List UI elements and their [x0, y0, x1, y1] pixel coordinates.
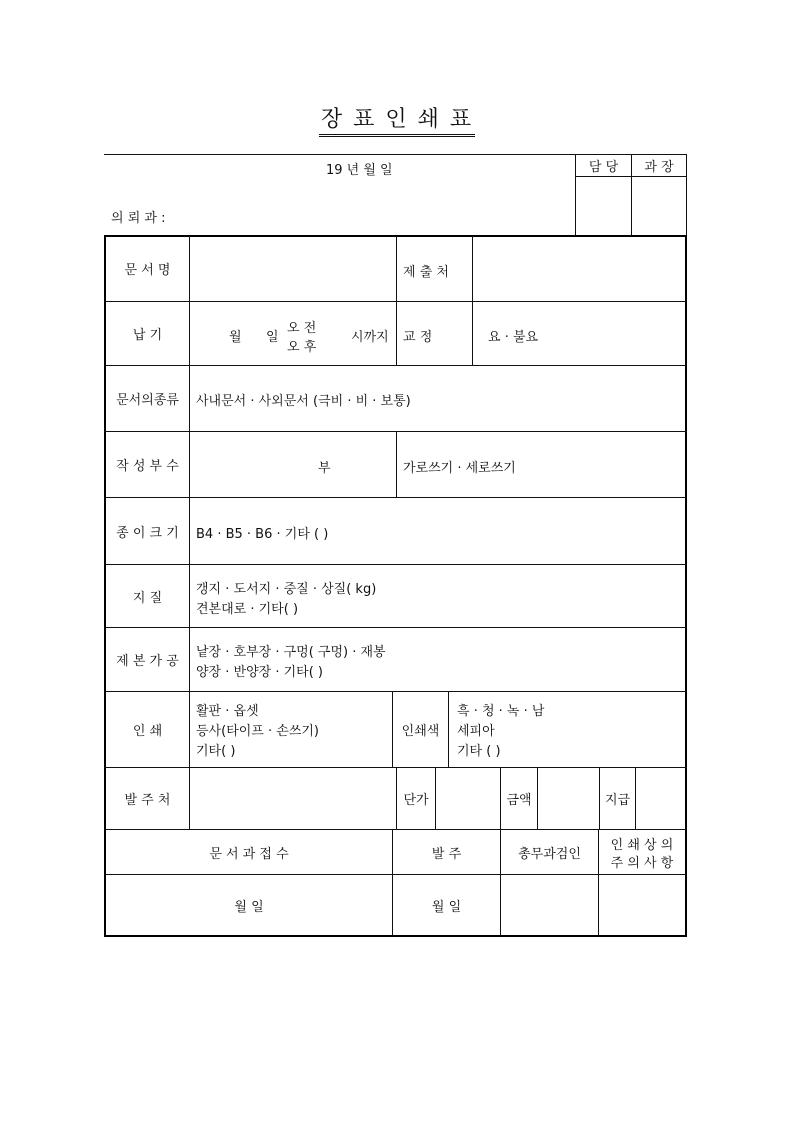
order-date[interactable]: 월 일	[431, 899, 462, 915]
submit-to-field[interactable]	[473, 237, 685, 301]
row-rule-6	[104, 627, 687, 628]
due-month: 월	[229, 330, 242, 345]
payment-label: 지급	[604, 793, 631, 808]
receipt-date[interactable]: 월 일	[234, 899, 264, 915]
print-color-line2[interactable]: 세피아	[457, 724, 495, 739]
payment-field[interactable]	[636, 769, 685, 829]
row1-2-divider-a	[396, 236, 397, 366]
doc-name-label: 문 서 명	[124, 263, 171, 278]
supplier-field[interactable]	[190, 769, 396, 829]
approval-staff-label: 담 당	[588, 160, 619, 175]
order-label: 발 주	[431, 846, 462, 862]
approval-chief-signature-box[interactable]	[632, 177, 686, 235]
due-day: 일	[266, 330, 279, 345]
printing-line2[interactable]: 등사(타이프 · 손쓰기)	[196, 724, 320, 739]
print-color-line1[interactable]: 흑 · 청 · 녹 · 남	[457, 704, 545, 719]
approval-staff-signature-box[interactable]	[576, 177, 631, 235]
label-column-divider	[189, 236, 190, 830]
doc-name-field[interactable]	[190, 237, 396, 301]
paper-quality-line2[interactable]: 견본대로 · 기타( )	[196, 602, 299, 617]
copies-unit: 부	[318, 461, 331, 476]
paper-size-options[interactable]: B4 · B5 · B6 · 기타 ( )	[196, 527, 329, 542]
binding-label: 제 본 가 공	[116, 654, 179, 669]
due-until: 시까지	[351, 330, 389, 345]
print-color-label: 인쇄색	[401, 724, 440, 739]
print-color-line3[interactable]: 기타 ( )	[457, 744, 501, 759]
doc-type-label: 문서의종류	[116, 393, 179, 408]
paper-size-label: 종 이 크 기	[116, 525, 179, 541]
copies-label: 작 성 부 수	[116, 459, 179, 474]
printing-label: 인 쇄	[132, 724, 163, 739]
due-label: 납 기	[132, 328, 163, 343]
requester-label: 의 뢰 과 :	[111, 211, 166, 226]
paper-quality-line1[interactable]: 갱지 · 도서지 · 중질 · 상질( kg)	[196, 582, 377, 597]
notes-field[interactable]	[599, 875, 685, 935]
proofread-label: 교 정	[403, 330, 433, 345]
paper-quality-label: 지 질	[132, 590, 163, 606]
row4-divider	[396, 432, 397, 497]
inspection-label: 총무과검인	[518, 846, 581, 862]
printing-line1[interactable]: 활판 · 옵셋	[196, 704, 259, 719]
doc-type-options[interactable]: 사내문서 · 사외문서 (극비 · 비 · 보통)	[196, 394, 411, 409]
table-bottom-border	[104, 935, 687, 937]
header-date: 19 년 월 일	[326, 163, 393, 178]
row-rule-5	[104, 564, 687, 565]
binding-line2[interactable]: 양장 · 반양장 · 기타( )	[196, 665, 323, 680]
notes-label-line1: 인 쇄 상 의	[610, 838, 674, 853]
table-right-border	[685, 235, 687, 937]
writing-direction-options[interactable]: 가로쓰기 · 세로쓰기	[403, 461, 516, 476]
inspection-field[interactable]	[501, 875, 598, 935]
unit-price-label: 단가	[403, 793, 429, 808]
due-am[interactable]: 오 전	[287, 321, 317, 336]
row8-divider-b	[448, 692, 449, 767]
notes-label-line2: 주 의 사 항	[610, 856, 674, 871]
doc-receipt-label: 문 서 과 접 수	[209, 846, 289, 862]
printing-line3[interactable]: 기타( )	[196, 744, 236, 759]
form-title: 장 표 인 쇄 표	[0, 102, 794, 137]
supplier-label: 발 주 처	[124, 793, 171, 808]
proofread-options[interactable]: 요 · 불요	[488, 330, 539, 345]
approval-right-border	[686, 154, 687, 235]
unit-price-field[interactable]	[436, 769, 500, 829]
due-pm[interactable]: 오 후	[287, 340, 317, 355]
submit-to-label: 제 출 처	[403, 265, 449, 280]
amount-field[interactable]	[538, 769, 599, 829]
amount-label: 금액	[506, 793, 532, 808]
row-rule-4	[104, 497, 687, 498]
binding-line1[interactable]: 낱장 · 호부장 · 구멍( 구멍) · 재봉	[196, 645, 386, 660]
approval-chief-label: 과 장	[644, 160, 674, 175]
